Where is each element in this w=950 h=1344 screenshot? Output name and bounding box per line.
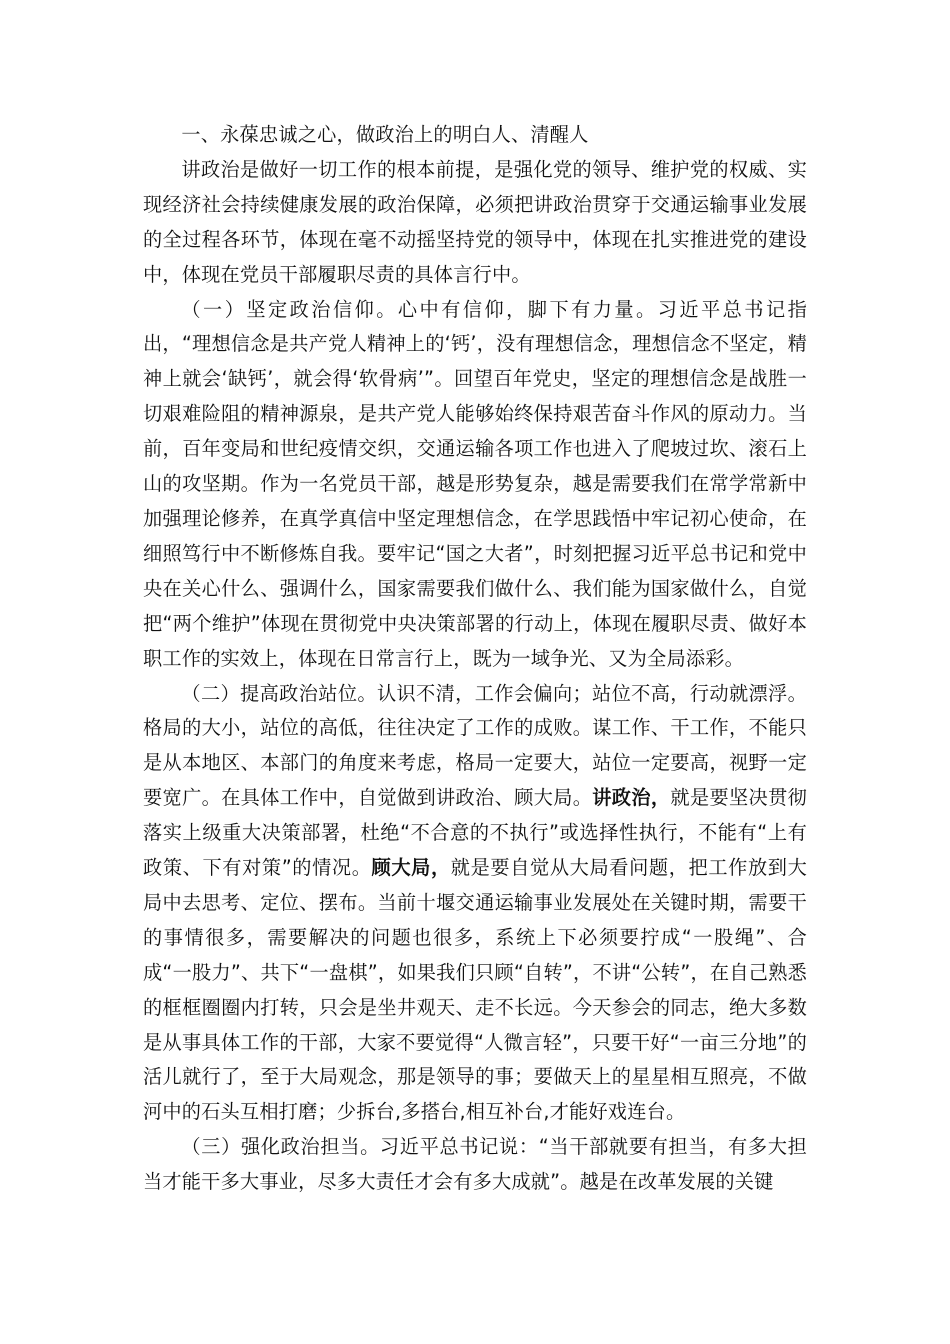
bold-term-gudaju: 顾大局，: [371, 856, 451, 880]
document-body: [143, 118, 807, 1200]
section-heading: 一、永葆忠诚之心，做政治上的明白人、清醒人: [181, 123, 589, 146]
bold-term-jiangzhengzhi: 讲政治，: [592, 786, 671, 810]
paragraph-political-responsibility: （三）强化政治担当。习近平总书记说：“当干部就要有担当，有多大担当才能干多大事业，尽多大责任才会有多大成就”。越是在改革发展的关键: [143, 1135, 807, 1194]
paragraph-political-stance-part-2: 就是要坚决贯彻落实上级重大决策部署，杜绝“不合意的不执行”或选择性执行，不能有“上有政策、下有对策”的情况。: [143, 786, 807, 880]
paragraph-political-stance-part-1: （二）提高政治站位。认识不清，工作会偏向；站位不高，行动就漂浮。格局的大小，站位的高低，往往决定了工作的成败。谋工作、干工作，不能只是从本地区、本部门的角度来考虑，格局一定要大，站位一定要高，视野一定要宽广。在具体工作中，自觉做到讲政治、顾大局。: [143, 681, 807, 810]
paragraph-political-stance: [143, 677, 807, 1131]
paragraph-political-stance-part-3: 就是要自觉从大局看问题，把工作放到大局中去思考、定位、摆布。当前十堰交通运输事业发展处在关键时期，需要干的事情很多，需要解决的问题也很多，系统上下必须要拧成“一股绳”、合成“一股力”、共下“一盘棋”，如果我们只顾“自转”，不讲“公转”，在自己熟悉的框框圈圈内打转，只会是坐井观天、走不长远。今天参会的同志，绝大多数是从事具体工作的干部，大家不要觉得“人微言轻”，只要干好“一亩三分地”的活儿就行了，至于大局观念，那是领导的事；要做天上的星星相互照亮，不做河中的石头互相打磨；少拆台,多搭台,相互补台,才能好戏连台。: [143, 856, 807, 1124]
paragraph-political-belief: （一）坚定政治信仰。心中有信仰，脚下有力量。习近平总书记指出，“理想信念是共产党人精神上的‘钙’，没有理想信念，理想信念不坚定，精神上就会‘缺钙’，就会得‘软骨病’”。回望百年党史，坚定的理想信念是战胜一切艰难险阻的精神源泉，是共产党人能够始终保持艰苦奋斗作风的原动力。当前，百年变局和世纪疫情交织，交通运输各项工作也进入了爬坡过坎、滚石上山的攻坚期。作为一名党员干部，越是形势复杂，越是需要我们在常学常新中加强理论修养，在真学真信中坚定理想信念，在学思践悟中牢记初心使命，在细照笃行中不断修炼自我。要牢记“国之大者”，时刻把握习近平总书记和党中央在关心什么、强调什么，国家需要我们做什么、我们能为国家做什么，自觉把“两个维护”体现在贯彻党中央决策部署的行动上，体现在履职尽责、做好本职工作的实效上，体现在日常言行上，既为一域争光、又为全局添彩。: [143, 297, 807, 670]
paragraph-intro: 讲政治是做好一切工作的根本前提，是强化党的领导、维护党的权威、实现经济社会持续健康发展的政治保障，必须把讲政治贯穿于交通运输事业发展的全过程各环节，体现在毫不动摇坚持党的领导中，体现在扎实推进党的建设中，体现在党员干部履职尽责的具体言行中。: [143, 157, 807, 286]
